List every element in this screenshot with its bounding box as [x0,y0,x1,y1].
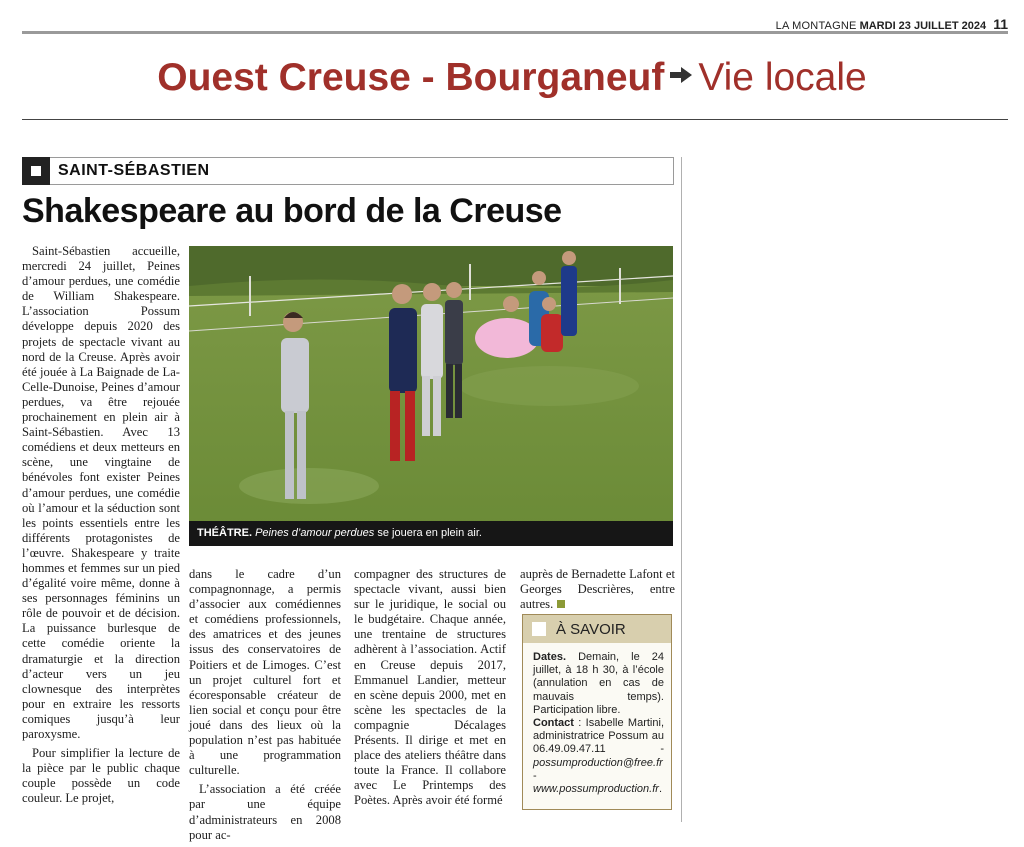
square-bullet-icon [532,622,546,636]
paragraph: L’association a été créée par une équipe d’administrateurs en 2008 pour ac- [189,782,341,842]
article-headline: Shakespeare au bord de la Creuse [22,192,562,230]
section-divider [22,119,1008,120]
square-bullet-icon [22,157,50,185]
text-column-2 [189,567,341,847]
theatre-scene-illustration [189,246,673,546]
section-subtitle: Vie locale [698,56,867,99]
paragraph: Saint-Sébastien accueille, mercredi 24 juillet, Peines d’amour perdues, une comédie de William Shakespeare. L’association Possum développe depuis 2020 des projets de spectacle vivant au nord de la Creuse. Après avoir été jouée à La Baignade de La-Celle-Dunoise, Peines d’amour perdues, va être rejouée prochainement en plein air à Saint-Sébastien. Avec 13 comédiens et deux metteurs en scène, une vingtaine de bénévoles font exister Peines d’amour perdues, une comédie où l’amour et la séduction sont les points essentiels entre les différents protagonistes de l’œuvre. Shakespeare y traite hommes et femmes sur un pied d’égalité voire même, donne à ses personnages féminins un rôle de pouvoir et de décision. La puissance burlesque de cette comédie oriente la dramaturgie et la direction d’acteur vers un jeu clownesque des interprètes pour en extraire les ressorts comiques jusqu’à leur paroxysme. [22,244,180,741]
section-title: Ouest Creuse - Bourganeuf [157,56,665,99]
kicker-label: SAINT-SÉBASTIEN [58,162,210,179]
dates-text: Demain, le 24 juillet, à 18 h 30, à l’école (annulation en cas de mauvais temps). Participation libre. [533,651,664,716]
photo-caption [189,521,673,546]
end-mark-icon [557,600,565,608]
paragraph-text: auprès de Bernadette Lafont et Georges Descrières, entre autres. [520,567,675,612]
paragraph [520,567,675,612]
contact-email: possumproduction@free.fr [533,756,663,769]
paragraph: dans le cadre d’un compagnonnage, a permis d’associer aux comédiennes et comédiens professionnels, des amatrices et des jeunes issus des conservatoires de Poitiers et de Limoges. C’est un projet culturel fort et écoresponsable créateur de lien social et conçu pour être joué dans des lieux où la population n’est pas habituée à une programmation culturelle. [189,567,341,778]
dates-info [533,651,664,717]
article-photo [189,246,673,546]
top-bar [22,16,1008,34]
a-savoir-title: À SAVOIR [556,620,626,638]
contact-text: : Isabelle Martini, administratrice Possum au 06.49.09.47.11 - [533,717,664,756]
contact-label: Contact [533,717,574,730]
issue-date: MARDI 23 JUILLET 2024 [859,20,987,32]
section-heading [0,56,1024,100]
dates-label: Dates. [533,651,567,663]
contact-end: . [658,783,663,796]
contact-separator: - [533,769,537,782]
paragraph: Pour simplifier la lecture de la pièce par le public chaque couple possède un code couleur. Le projet, [22,746,180,806]
caption-tag: THÉÂTRE. [197,527,252,539]
arrow-right-icon [670,67,692,83]
caption-title: Peines d’amour perdues [255,527,375,539]
paragraph: compagner des structures de spectacle vivant, aussi bien sur le juridique, le social ou le budgétaire. Chaque année, une trentaine de structures adhèrent à l’association. Actif en Creuse depuis 2017, Emmanuel Landier, metteur en scène depuis 2000, met en scène les spectacles de la compagnie Décalages Présents. Il dirige et met en place des ateliers théâtre dans toute la France. Il collabore avec Le Printemps des Poètes. Après avoir été formé [354,567,506,808]
contact-website: www.possumproduction.fr [533,783,659,796]
a-savoir-box [522,614,672,810]
caption-text: se jouera en plein air. [374,527,482,539]
a-savoir-body [523,643,671,796]
text-column-4 [520,567,675,616]
running-header [776,16,1008,32]
text-column-3 [354,567,506,813]
publication-name: LA MONTAGNE [775,20,857,32]
text-column-1 [22,244,180,810]
contact-info [533,717,664,796]
article-kicker [22,157,674,185]
column-divider [681,157,682,822]
page-number: 11 [993,16,1008,32]
a-savoir-header [523,615,671,643]
